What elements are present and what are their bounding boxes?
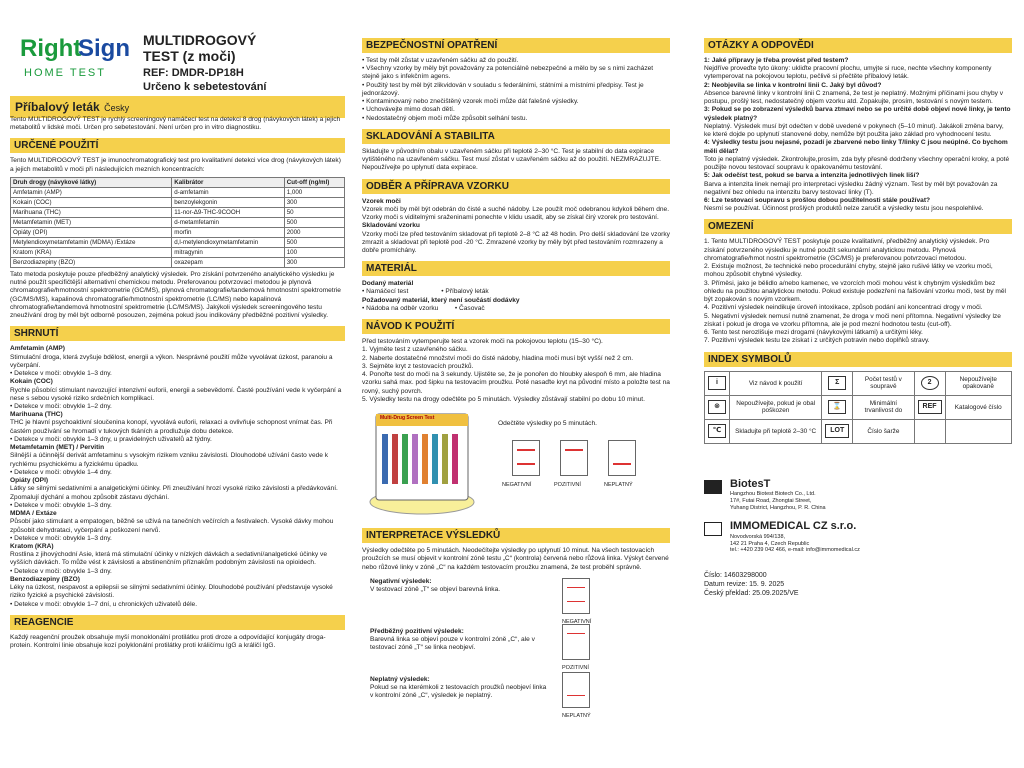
- drug-text: Rychle působící stimulant navozující intenzivní euforii, energii a sebevědomí. Časté používání vede k vyčerpání a nese s sebou vysoké riziko srdečních komplikací.: [10, 386, 342, 402]
- cell: d-metamfetamin: [172, 217, 285, 227]
- strip-window: [560, 440, 588, 476]
- symbol-label: Počet testů v soupravě: [853, 371, 914, 395]
- symbol-label: Katalogové číslo: [945, 395, 1011, 419]
- factory-icon: [704, 480, 722, 494]
- table-row: [11, 217, 345, 227]
- svg-text:Sign: Sign: [78, 35, 130, 62]
- ifu-icon: i: [708, 376, 726, 390]
- dist-line: tel.: +420 239 042 466, e-mail: info@immomedical.cz: [730, 547, 860, 554]
- cell: morfin: [172, 227, 285, 237]
- symbol-label: Minimální trvanlivost do: [853, 395, 914, 419]
- strip-positive: [560, 440, 588, 481]
- list-item: 1. Tento MULTIDROGOVÝ TEST poskytuje pouze kvalitativní, předběžný analytický výsledek. Pro získání potvrzeného výsledku je nutné použít sekundární analytickou metodu. Plynová chromatografie/hmot nostní spektrometrie (GC/MS) je preferovanou potvrzovací metodou.: [704, 238, 990, 262]
- summary-item: [10, 576, 345, 609]
- translation-date: Český překlad: 25.09.2025/VE: [704, 589, 799, 597]
- drug-name: Benzodiazepiny (BZO): [10, 575, 80, 583]
- dist-name: IMMOMEDICAL CZ s.r.o.: [730, 519, 857, 532]
- temperature-icon: ℃: [708, 424, 726, 438]
- dipcard-drawing: [362, 410, 492, 520]
- intended-use-after: Tato metoda poskytuje pouze předběžný analytický výsledek. Pro získání potvrzeného analytického výsledku je nutné použít specifičtější alternativní chemickou metodu. Preferovanou potvrzovací metodou je plynová chromatografie/hmotnostní spektrometrie (GC/MS), plynová chromatografie/tandemová hmotnostní spektrometrie (GC/MS/MS), kapalinová chromatografie/hmotnostní spektrometrie (LC/MS) nebo kapalinová chromatografie/tandemová hmotnostní spektrometrie (LC/MS/MS). Jakýkoli výsledek screeningového testu zneužívání drog by měl být odborně posouzen, zejména pokud jsou indikovány předběžné pozitivní výsledky.: [10, 270, 341, 320]
- list-item: 2. Existuje možnost, že technické nebo procedurální chyby, stejně jako rušivé látky ve vzorku moči, mohou způsobit chybné výsledky.: [704, 263, 993, 279]
- strip-caption: NEPLATNÝ: [562, 712, 591, 719]
- strip-caption: POZITIVNÍ: [562, 664, 589, 671]
- material-item: • Nádoba na odběr vzorku: [362, 304, 439, 312]
- faq-question: 5: Jak odečíst test, pokud se barva a intenzita jednotlivých linek liší?: [704, 172, 920, 180]
- table-row: [11, 257, 345, 267]
- positive-case: [370, 628, 550, 653]
- drug-text: Léky na úzkost, nespavost a epilepsii se silnými sedativními účinky. Dlouhodobé používání představuje vysoké riziko fyzické a psychické závislosti.: [10, 584, 333, 600]
- drug-name: Kokain (COC): [10, 378, 53, 386]
- collection-block: [362, 198, 670, 256]
- faq-answer: Neplatný. Výsledek musí být odečten v době uvedené v pokynech (5–10 minut). Jakákoli změna barvy, ke které dojde po uplynutí stanovené doby, nemůže být použita jako základ pro vyhodnocení testu.: [704, 122, 1004, 139]
- material-header: MATERIÁL: [362, 261, 670, 276]
- table-row: [11, 227, 345, 237]
- symbol-label: Skladujte při teplotě 2–30 °C: [730, 419, 822, 443]
- symbols-header: INDEX SYMBOLŮ: [704, 352, 1012, 367]
- cell: 50: [284, 207, 344, 217]
- material-row: [362, 288, 670, 296]
- positive-strip: [562, 624, 590, 672]
- rightsign-logo: [12, 30, 132, 86]
- drug-text: THC je hlavní psychoaktivní sloučenina konopí, vyvolává euforii, relaxaci a ovlivňuje schopnost vnímat čas. Při častém používání se hromadí v tukových tkáních a prodlužuje dobu detekce.: [10, 419, 333, 435]
- leaflet-intro: Tento MULTIDROGOVÝ TEST je rychlý screeningový namáčecí test na detekci 8 drog (návykových látek) a jejich metabolitů v lidské moči. Určen pro sebetestování. Není určen pro in vitro diagnostiku.: [10, 116, 341, 132]
- doc-number: Číslo: 14603298000: [704, 572, 767, 580]
- drug-name: Marihuana (THC): [10, 411, 63, 419]
- col-cutoff: Cut-off (ng/ml): [284, 177, 344, 187]
- howto-step: 2. Naberte dostatečné množství moči do čisté nádoby, hladina moči musí být vyšší než 2 cm.: [362, 354, 634, 362]
- empty-cell: [914, 419, 945, 443]
- collection-subheading: Skladování vzorku: [362, 222, 420, 230]
- drug-detection: • Detekce v moči: obvykle 1–4 dny.: [10, 468, 112, 476]
- cell: mitragynin: [172, 247, 285, 257]
- list-item: • Nedostatečný objem moči může způsobit selhání testu.: [362, 114, 528, 122]
- summary-item: [10, 411, 345, 444]
- list-item: • Použitý test by měl být zlikvidován v souladu s federálními, státními a místními předpisy. Test je jednorázový.: [362, 81, 644, 97]
- collection-header: ODBĚR A PŘÍPRAVA VZORKU: [362, 179, 670, 194]
- cell: oxazepam: [172, 257, 285, 267]
- faq-question: 3: Pokud se po zobrazení výsledků barva ztmaví nebo se po určité době objeví nové linky, je tento výsledek platný?: [704, 106, 1011, 122]
- leaflet-banner: [10, 96, 345, 118]
- ref-code: REF: DMDR-DP18H: [143, 67, 244, 80]
- leaflet-label: Příbalový leták: [15, 100, 100, 114]
- damaged-package-icon: ⊗: [708, 400, 726, 414]
- reagents-header: REAGENCIE: [10, 615, 345, 630]
- cell: 300: [284, 197, 344, 207]
- faq-question: 6: Lze testovací soupravu s prošlou dobou použitelnosti stále používat?: [704, 196, 931, 204]
- maker-line: Hangzhou Biotest Biotech Co., Ltd.: [730, 491, 816, 498]
- summary-list: [10, 345, 345, 609]
- case-heading: Negativní výsledek:: [370, 577, 432, 585]
- batch-icon: LOT: [825, 424, 849, 438]
- drug-name: Kratom (KRA): [10, 542, 54, 550]
- intended-use-text: Tento MULTIDROGOVÝ TEST je imunochromatografický test pro kvalitativní detekci více drog (návykových látek) a jejich metabolitů v moči při následujících mezních koncentracích:: [10, 157, 341, 173]
- summary-item: [10, 477, 345, 510]
- drug-detection: • Detekce v moči: obvykle 1–3 dny.: [10, 501, 112, 509]
- cell: Metamfetamin (MET): [11, 217, 172, 227]
- howto-intro: Před testováním vytemperujte test a vzorek moči na pokojovou teplotu (15–30 °C).: [362, 338, 603, 346]
- svg-text:Right: Right: [20, 35, 82, 62]
- interpretation-text: Výsledky odečtěte po 5 minutách. Neodečítejte výsledky po uplynutí 10 minut. Na všech testovacích proužcích se musí objevit v kontrolní zóně testu „C“ (kontrola) červená nebo růžová linka. Výskyt červené nebo růžové linky v zóně „C“ na každém testovacím proužku znamená, že test proběhl správně.: [362, 547, 669, 571]
- faq-answer: Barva a intenzita linek nemají pro interpretaci výsledku žádný význam. Test by měl být považován za negativní bez ohledu na intenzitu barvy testovací linky (T).: [704, 180, 998, 196]
- cell: 500: [284, 217, 344, 227]
- strip-negative: [512, 440, 540, 481]
- strip-window: [608, 440, 636, 476]
- cell: Kokain (COC): [11, 197, 172, 207]
- info-icon: [705, 371, 730, 395]
- maker-line: 17#, Futai Road, Zhongtai Street,: [730, 498, 812, 505]
- intended-use-header: URČENÉ POUŽITÍ: [10, 138, 345, 153]
- strip-window: [562, 624, 590, 660]
- drug-name: Amfetamin (AMP): [10, 345, 65, 353]
- symbol-label: Číslo šarže: [853, 419, 914, 443]
- device-label: Multi-Drug Screen Test: [380, 415, 435, 422]
- title-line1: MULTIDROGOVÝ: [143, 32, 257, 48]
- limits-header: OMEZENÍ: [704, 219, 1012, 234]
- hourglass-icon: [822, 395, 853, 419]
- list-item: 3. Příměsi, jako je bělidlo a/nebo kamenec, ve vzorcích moči mohou vést k chybným výsledkům bez ohledu na použitou analytickou metodu. Pokud existuje podezření na falšování vzorku moči, test by měl být zopakován s novým vzorkem.: [704, 279, 1007, 304]
- no-reuse-icon: [914, 371, 945, 395]
- leaflet-lang: Česky: [104, 103, 130, 113]
- strip-invalid: [608, 440, 636, 481]
- cell: 2000: [284, 227, 344, 237]
- howto-block: [362, 338, 670, 404]
- col-drug: Druh drogy (návykové látky): [11, 177, 172, 187]
- invalid-case: [370, 676, 550, 701]
- cell: benzoylekgonin: [172, 197, 285, 207]
- cell: 300: [284, 257, 344, 267]
- dist-line: 142 21 Praha 4, Czech Republic: [730, 540, 810, 547]
- column-2: [362, 38, 670, 718]
- list-item: • Všechny vzorky by měly být považovány za potenciálně nebezpečné a mělo by se s nimi zacházet stejně jako s infekčním agens.: [362, 65, 654, 81]
- col-calibrator: Kalibrátor: [172, 177, 285, 187]
- cutoff-table: [10, 177, 345, 268]
- cell: 1,000: [284, 187, 344, 197]
- drug-detection: • Detekce v moči: obvykle 1–3 dny, u pravidelných uživatelů až týdny.: [10, 435, 212, 443]
- drug-text: Rostlina z jihovýchodní Asie, která má stimulační účinky v nízkých dávkách a sedativní/analgetické účinky ve vyšších dávkách. To může vést k závislosti a abstinenčním příznakům podobným závislosti na opioidech.: [10, 551, 328, 567]
- drug-detection: • Detekce v moči: obvykle 1–3 dny.: [10, 534, 112, 542]
- material-block: [362, 280, 670, 313]
- catalogue-icon: REF: [918, 400, 942, 414]
- faq-answer: Absence barevné linky v kontrolní linii C znamená, že test je neplatný. Možnými příčinami jsou chyby v postupu, prošlý test, nedostatečný objem vzorku atd. Zopakujte, prosím, testování s novým testem.: [704, 89, 1004, 106]
- summary-item: [10, 510, 345, 543]
- howto-header: NÁVOD K POUŽITÍ: [362, 319, 670, 334]
- faq-question: 4: Výsledky testu jsou nejasné, pozadí je zbarvené nebo linky T/linky C jsou neúplné. Co bychom měli dělat?: [704, 139, 1008, 155]
- strip-window: [512, 440, 540, 476]
- thermo-icon: [705, 419, 730, 443]
- collection-subheading: Vzorek moči: [362, 197, 401, 205]
- tests-count-icon: Σ: [828, 376, 846, 390]
- list-item: • Kontaminovaný nebo znečištěný vzorek moči může dát falešné výsledky.: [362, 98, 579, 106]
- collection-text: Vzorek moči by měl být odebrán do čisté a suché nádoby. Lze použít moč odebranou kdykoli během dne. Vzorky moči s viditelnými sraženinami ponechte v klidu usadit, aby se získal čirý vzorek pro testování.: [362, 205, 670, 222]
- interpretation-header: INTERPRETACE VÝSLEDKŮ: [362, 528, 670, 543]
- cell: Opiáty (OPI): [11, 227, 172, 237]
- faq-question: 2: Neobjevila se linka v kontrolní linii C. Jaký byl důvod?: [704, 81, 882, 89]
- cell: d,l-metylendioxymetamfetamin: [172, 237, 285, 247]
- negative-case: [370, 578, 550, 594]
- cell: Amfetamin (AMP): [11, 187, 172, 197]
- list-item: 5. Negativní výsledek nemusí nutně znamenat, že droga v moči není přítomna. Negativní výsledky lze získat i pokud je droga ve vzorku přítomna, ale je pod mezní hodnotou testu (cut-off).: [704, 312, 1001, 328]
- drug-text: Působí jako stimulant a empatogen, běžně se užívá na tanečních večírcích a festivalech. Vysoké dávky mohou způsobit dehydrataci, vyčerpání a poškození nervů.: [10, 518, 334, 534]
- howto-step: 4. Ponořte test do moči na 3 sekundy. Ujistěte se, že je ponořen do hloubky alespoň 6 mm, ale hladina vzorku sahá max. pod šipku na testovacím proužku. Poté nasaďte kryt na původní místo a položte test na rovný, suchý povrch.: [362, 371, 670, 395]
- manufacturer: [704, 478, 1012, 512]
- cell: 11-nor-Δ9-THC-9COOH: [172, 207, 285, 217]
- material-row: [362, 305, 670, 313]
- summary-item: [10, 444, 345, 477]
- cell: Kratom (KRA): [11, 247, 172, 257]
- faq-answer: Toto je neplatný výsledek. Zkontrolujte,prosím, zda byly přesně dodrženy všechny operační kroky, a poté použijte novou testovací soupravu k opakovanému testování.: [704, 155, 1010, 172]
- faq-answer: Nesmí se používat. Účinnost prošlých produktů nelze zaručit a výsledky testu jsou nespolehlivé.: [704, 205, 984, 213]
- negative-strip: [562, 578, 591, 626]
- list-item: • Test by měl zůstat v uzavřeném sáčku až do použití.: [362, 57, 519, 64]
- faq-list: [704, 57, 1012, 213]
- cell: 100: [284, 247, 344, 257]
- pos-label: POZITIVNÍ: [554, 482, 581, 489]
- strip-window: [562, 578, 590, 614]
- title-block: [143, 32, 343, 93]
- case-heading: Neplatný výsledek:: [370, 675, 430, 683]
- neg-label: NEGATIVNÍ: [502, 482, 532, 489]
- drug-detection: • Detekce v moči: obvykle 1–3 dny.: [10, 567, 112, 575]
- cell: 500: [284, 237, 344, 247]
- material-item: • Příbalový leták: [441, 288, 489, 296]
- list-item: 6. Tento test nerozlišuje mezi drogami (návykovými látkami) a určitými léky.: [704, 329, 923, 337]
- inv-label: NEPLATNÝ: [604, 482, 633, 489]
- summary-header: SHRNUTÍ: [10, 326, 345, 341]
- usage-note: Určeno k sebetestování: [143, 81, 267, 94]
- summary-item: [10, 543, 345, 576]
- expiry-icon: ⌛: [828, 400, 846, 414]
- column-3: [704, 38, 1012, 599]
- howto-step: 1. Vyjměte test z uzavřeného sáčku.: [362, 346, 468, 354]
- material-subheading: Dodaný materiál: [362, 280, 414, 288]
- table-row: [11, 197, 345, 207]
- drug-text: Silnější a účinnější derivát amfetaminu s vysokým rizikem vzniku závislosti. Dlouhodobé užívání často vede k rychlému psychickému a fyzickému úpadku.: [10, 452, 329, 468]
- distributor: [704, 520, 1012, 554]
- table-row: [11, 207, 345, 217]
- strip-window: [562, 672, 590, 708]
- revision-date: Datum revize: 15. 9. 2025: [704, 581, 785, 588]
- table-row: [11, 187, 345, 197]
- distributor-icon: [704, 522, 722, 536]
- cell: Benzodiazepiny (BZO): [11, 257, 172, 267]
- list-item: • Uchovávejte mimo dosah dětí.: [362, 106, 455, 114]
- case-heading: Předběžný pozitivní výsledek:: [370, 627, 464, 635]
- single-use-icon: 2: [921, 376, 939, 390]
- symbol-label: [945, 419, 1011, 443]
- symbol-label: Nepoužívejte opakovaně: [945, 371, 1011, 395]
- reagents-text: Každý reagenční proužek obsahuje myší monoklonální protilátku proti droze a odpovídající konjugáty droga-protein. Kontrolní linie obsahuje kozí polyklonální protilátky proti králičímu IgG a králičí IgG.: [10, 633, 326, 650]
- sigma-icon: [822, 371, 853, 395]
- list-item: 7. Pozitivní výsledek testu lze získat i z určitých potravin nebo doplňků stravy.: [704, 337, 930, 345]
- safety-header: BEZPEČNOSTNÍ OPATŘENÍ: [362, 38, 670, 53]
- material-item: • Časovač: [454, 304, 485, 312]
- table-row: [11, 247, 345, 257]
- material-item: • Namáčecí test: [362, 288, 409, 296]
- drug-name: Metamfetamin (MET) / Pervitin: [10, 444, 105, 452]
- read-note: Odečtěte výsledky po 5 minutách.: [498, 420, 597, 428]
- lot-icon: [822, 419, 853, 443]
- document-footer: [704, 572, 1012, 598]
- drug-name: Opiáty (OPI): [10, 477, 49, 485]
- summary-item: [10, 345, 345, 378]
- howto-step: 5. Výsledky testu na drogy odečtěte po 5 minutách. Výsledky zůstávají stabilní po dobu 10 minut.: [362, 395, 645, 403]
- damaged-icon: [705, 395, 730, 419]
- drug-detection: • Detekce v moči: obvykle 1–7 dní, u chronických uživatelů déle.: [10, 600, 198, 608]
- collection-text: Vzorky moči lze před testováním skladovat při teplotě 2–8 °C až 48 hodin. Pro delší skladování lze vzorky zmrazit a skladovat při teplotě pod -20 °C. Zmrazené vzorky by měly být před testováním rozmrazeny a dobře promíchány.: [362, 230, 670, 254]
- maker-name: BiotesT: [730, 477, 771, 490]
- symbols-table: [704, 371, 1012, 444]
- case-text: Pokud se na kterémkoli z testovacích proužků neobjeví linka v kontrolní zóně „C“, výsledek je neplatný.: [370, 683, 547, 700]
- limits-list: [704, 238, 1012, 345]
- safety-list: [362, 57, 670, 123]
- case-text: V testovací zóně „T“ se objeví barevná linka.: [370, 585, 501, 593]
- howto-step: 3. Sejměte kryt z testovacích proužků.: [362, 362, 474, 370]
- drug-text: Látky se silnými sedativními a analgetickými účinky. Při zneužívání hrozí vysoké riziko závislosti a předávkování. Zpomalují dýchání a mohou způsobit zástavu dýchání.: [10, 485, 338, 501]
- symbol-label: Viz návod k použití: [730, 371, 822, 395]
- maker-line: Yuhang District, Hangzhou, P. R. China: [730, 505, 826, 511]
- interpretation-cases: [362, 578, 670, 718]
- storage-header: SKLADOVÁNÍ A STABILITA: [362, 129, 670, 144]
- list-item: 4. Pozitivní výsledek neindikuje úroveň intoxikace, způsob podání ani koncentraci drogy v moči.: [704, 304, 983, 312]
- drug-detection: • Detekce v moči: obvykle 1–2 dny.: [10, 402, 112, 410]
- storage-text: Skladujte v původním obalu v uzavřeném sáčku při teplotě 2–30 °C. Test je stabilní do data expirace vytištěného na uzavřeném sáčku. Test musí zůstat v uzavřeném sáčku až do použití. NEZMRAZUJTE. Nepoužívejte po uplynutí data expirace.: [362, 147, 661, 172]
- faq-question: 1: Jaké přípravy je třeba provést před testem?: [704, 57, 849, 64]
- case-text: Barevná linka se objeví pouze v kontrolní zóně „C“, ale v testovací zóně „T“ se linka neobjeví.: [370, 635, 535, 652]
- strip-caption: NEGATIVNÍ: [562, 618, 592, 625]
- faq-header: OTÁZKY A ODPOVĚDI: [704, 38, 1012, 53]
- cell: d-amfetamin: [172, 187, 285, 197]
- table-row: [11, 237, 345, 247]
- faq-answer: Nejdříve proveďte tyto úkony: ukliďte pracovní plochu, umyjte si ruce, nechte všechny komponenty vytemperovat na pokojovou teplotu, pečlivě si přečtěte příbalový leták.: [704, 65, 992, 81]
- drug-name: MDMA / Extáze: [10, 510, 57, 518]
- cell: Metylendioxymetamfetamin (MDMA) /Extáze: [11, 237, 172, 247]
- test-illustration: [362, 410, 670, 522]
- invalid-strip: [562, 672, 591, 720]
- material-subheading: Požadovaný materiál, který není součástí dodávky: [362, 296, 520, 304]
- summary-item: [10, 378, 345, 411]
- column-1: [10, 116, 345, 650]
- drug-text: Stimulační droga, která zvyšuje bdělost, energii a výkon. Nesprávné použití může vyvolávat úzkost, paranoiu a vyčerpání.: [10, 353, 333, 369]
- title-line2: TEST (z moči): [143, 48, 236, 65]
- cell: Marihuana (THC): [11, 207, 172, 217]
- symbol-label: Nepoužívejte, pokud je obal poškozen: [730, 395, 822, 419]
- dist-line: Novodvorská 994/138,: [730, 533, 786, 540]
- drug-detection: • Detekce v moči: obvykle 1–3 dny.: [10, 370, 112, 378]
- ref-icon: [914, 395, 945, 419]
- svg-text:HOME TEST: HOME TEST: [24, 67, 106, 79]
